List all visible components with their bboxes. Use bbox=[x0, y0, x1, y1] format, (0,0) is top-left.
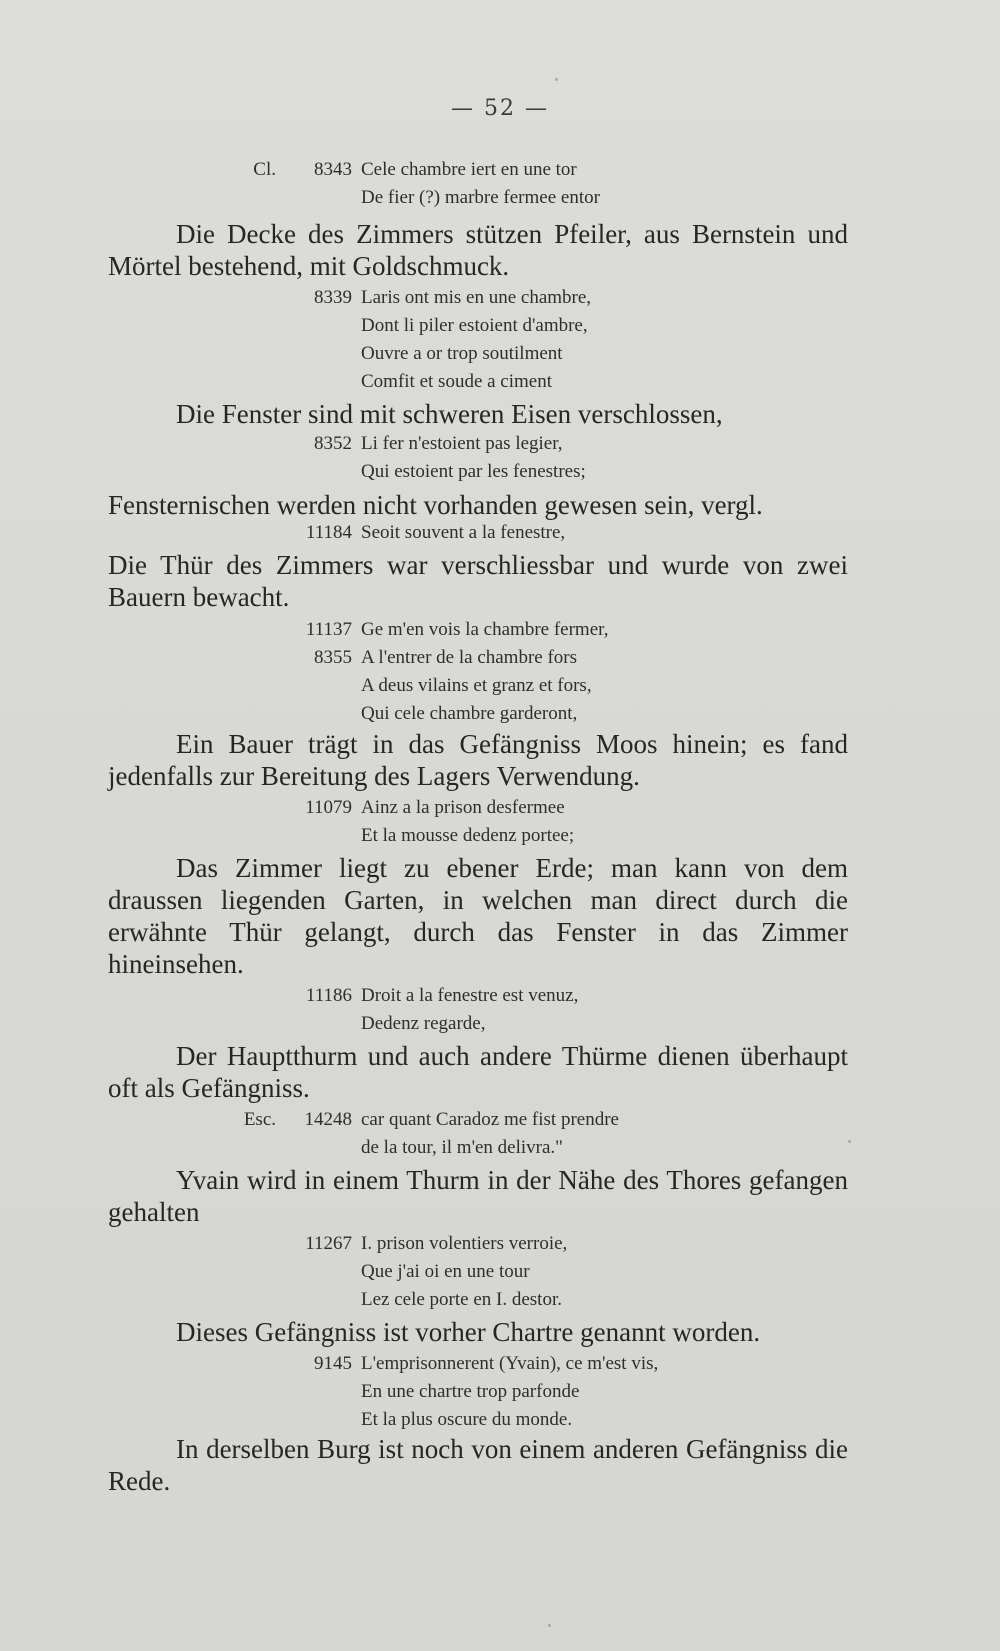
verse-text: Seoit souvent a la fenestre, bbox=[361, 522, 566, 543]
verse-line bbox=[0, 1406, 1000, 1434]
verse-text: A deus vilains et granz et fors, bbox=[361, 675, 592, 696]
verse-line bbox=[0, 672, 1000, 700]
verse-text: Et la plus oscure du monde. bbox=[361, 1409, 573, 1430]
verse-line-number: 8339 bbox=[314, 287, 352, 308]
verse-text: Et la mousse dedenz portee; bbox=[361, 825, 575, 846]
verse-text: Laris ont mis en une chambre, bbox=[361, 287, 592, 308]
verse-block bbox=[0, 284, 1000, 396]
verse-line bbox=[0, 1134, 1000, 1162]
prose-paragraph: Das Zimmer liegt zu ebener Erde; man kann von dem draussen liegenden Garten, in welchen man direct durch die erwähnte Thür gelangt, durch das Fenster in das Zimmer hineinsehen. bbox=[108, 853, 848, 979]
verse-text: Cele chambre iert en une tor bbox=[361, 159, 577, 180]
prose-paragraph: Dieses Gefängniss ist vorher Chartre genannt worden. bbox=[176, 1317, 761, 1347]
verse-text: Ainz a la prison desfermee bbox=[361, 797, 565, 818]
verse-line-number: 8352 bbox=[314, 433, 352, 454]
paper-speck bbox=[848, 1140, 851, 1143]
verse-source-abbrev: Cl. bbox=[253, 159, 276, 180]
verse-line bbox=[0, 982, 1000, 1010]
verse-text: Dont li piler estoient d'ambre, bbox=[361, 315, 588, 336]
verse-text: car quant Caradoz me fist prendre bbox=[361, 1109, 619, 1130]
prose-paragraph: Die Decke des Zimmers stützen Pfeiler, aus Bernstein und Mörtel bestehend, mit Goldschmuck. bbox=[108, 219, 848, 281]
verse-block bbox=[0, 519, 1000, 547]
verse-block bbox=[0, 430, 1000, 486]
verse-line-number: 11137 bbox=[305, 619, 352, 640]
verse-line bbox=[0, 1106, 1000, 1134]
verse-line-number: 11186 bbox=[305, 985, 352, 1006]
verse-line-number: 11184 bbox=[305, 522, 352, 543]
verse-block bbox=[0, 1106, 1000, 1162]
verse-line bbox=[0, 794, 1000, 822]
verse-text: I. prison volentiers verroie, bbox=[361, 1233, 568, 1254]
verse-line-number: 11079 bbox=[305, 797, 352, 818]
verse-text: Qui estoient par les fenestres; bbox=[361, 461, 586, 482]
verse-line bbox=[0, 1230, 1000, 1258]
prose-paragraph: Fensternischen werden nicht vorhanden gewesen sein, vergl. bbox=[108, 490, 763, 520]
verse-text: Lez cele porte en I. destor. bbox=[361, 1289, 562, 1310]
verse-line bbox=[0, 1350, 1000, 1378]
verse-block bbox=[0, 616, 1000, 728]
verse-line bbox=[0, 284, 1000, 312]
verse-text: Comfit et soude a ciment bbox=[361, 371, 553, 392]
verse-text: L'emprisonnerent (Yvain), ce m'est vis, bbox=[361, 1353, 659, 1374]
prose-paragraph: In derselben Burg ist noch von einem anderen Gefängniss die Rede. bbox=[108, 1434, 848, 1496]
verse-text: Ouvre a or trop soutilment bbox=[361, 343, 563, 364]
verse-line-number: 9145 bbox=[314, 1353, 352, 1374]
verse-block bbox=[0, 156, 1000, 212]
verse-line bbox=[0, 430, 1000, 458]
verse-line bbox=[0, 312, 1000, 340]
verse-line bbox=[0, 616, 1000, 644]
verse-line bbox=[0, 1010, 1000, 1038]
verse-line-number: 14248 bbox=[304, 1109, 352, 1130]
verse-text: A l'entrer de la chambre fors bbox=[361, 647, 578, 668]
paper-speck bbox=[555, 78, 558, 81]
verse-line bbox=[0, 1378, 1000, 1406]
verse-line bbox=[0, 644, 1000, 672]
paper-speck bbox=[548, 1624, 551, 1627]
verse-line bbox=[0, 1258, 1000, 1286]
verse-line bbox=[0, 340, 1000, 368]
verse-line bbox=[0, 184, 1000, 212]
verse-source-abbrev: Esc. bbox=[243, 1109, 276, 1130]
verse-line bbox=[0, 1286, 1000, 1314]
prose-paragraph: Die Thür des Zimmers war verschliessbar und wurde von zwei Bauern bewacht. bbox=[108, 550, 848, 612]
prose-paragraph: Ein Bauer trägt in das Gefängniss Moos hinein; es fand jedenfalls zur Bereitung des Lagers Verwendung. bbox=[108, 729, 848, 791]
verse-line-number: 8355 bbox=[314, 647, 352, 668]
verse-line bbox=[0, 700, 1000, 728]
verse-text: Droit a la fenestre est venuz, bbox=[361, 985, 579, 1006]
verse-line-number: 8343 bbox=[314, 159, 352, 180]
verse-text: Dedenz regarde, bbox=[361, 1013, 486, 1034]
verse-block bbox=[0, 982, 1000, 1038]
verse-text: De fier (?) marbre fermee entor bbox=[361, 187, 600, 208]
verse-text: de la tour, il m'en delivra." bbox=[361, 1137, 563, 1158]
verse-text: En une chartre trop parfonde bbox=[361, 1381, 580, 1402]
verse-text: Qui cele chambre garderont, bbox=[361, 703, 578, 724]
verse-line bbox=[0, 156, 1000, 184]
verse-line bbox=[0, 822, 1000, 850]
verse-block bbox=[0, 1350, 1000, 1434]
verse-line bbox=[0, 519, 1000, 547]
verse-block bbox=[0, 1230, 1000, 1314]
verse-text: Que j'ai oi en une tour bbox=[361, 1261, 530, 1282]
verse-line bbox=[0, 368, 1000, 396]
page-number: — 52 — bbox=[451, 96, 549, 121]
prose-paragraph: Yvain wird in einem Thurm in der Nähe des Thores gefangen gehalten bbox=[108, 1165, 848, 1227]
verse-text: Li fer n'estoient pas legier, bbox=[361, 433, 563, 454]
prose-paragraph: Die Fenster sind mit schweren Eisen verschlossen, bbox=[176, 399, 723, 429]
verse-text: Ge m'en vois la chambre fermer, bbox=[361, 619, 609, 640]
prose-paragraph: Der Hauptthurm und auch andere Thürme dienen überhaupt oft als Gefängniss. bbox=[108, 1041, 848, 1103]
verse-line-number: 11267 bbox=[305, 1233, 352, 1254]
verse-block bbox=[0, 794, 1000, 850]
verse-line bbox=[0, 458, 1000, 486]
